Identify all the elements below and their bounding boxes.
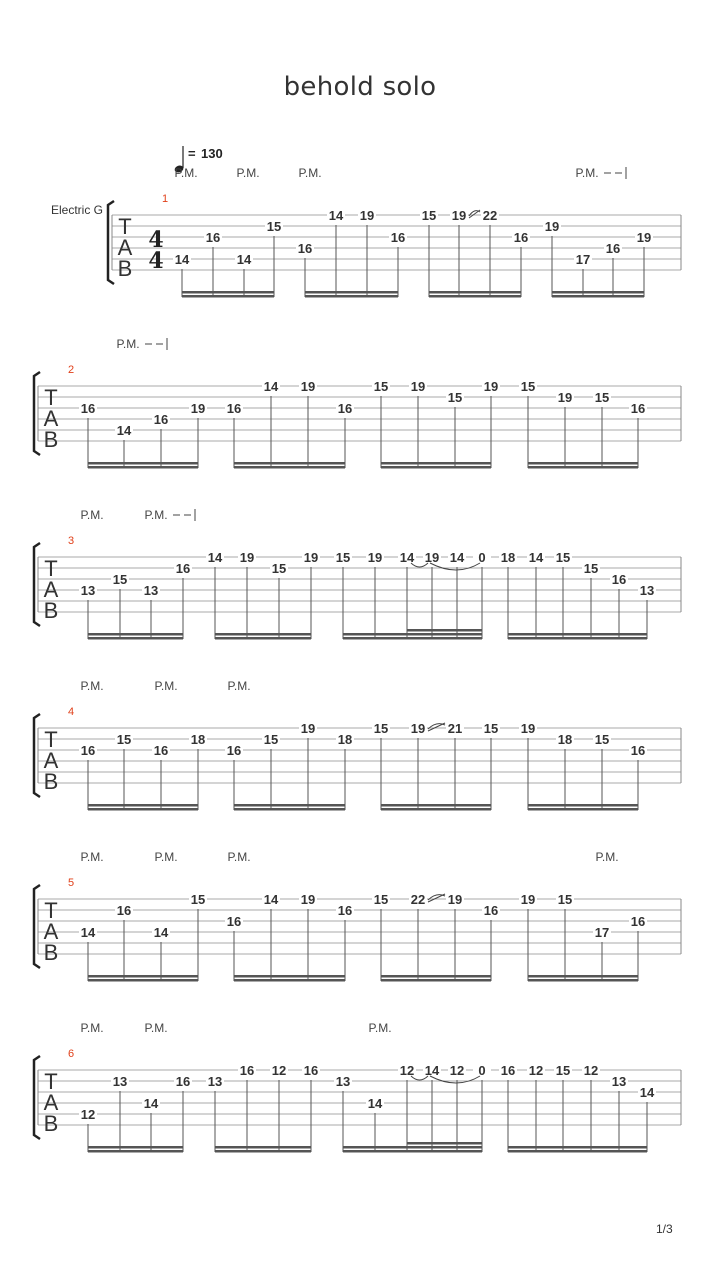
beam: [88, 1150, 183, 1153]
instrument-name: Electric G: [50, 203, 103, 217]
fret-number: 14: [449, 550, 465, 565]
fret-number: 16: [226, 743, 242, 758]
page-indicator[interactable]: 1/3: [656, 1222, 673, 1236]
fret-number: 16: [175, 1074, 191, 1089]
palm-mute-label: P.M.: [80, 1021, 104, 1035]
fret-number: 16: [483, 903, 499, 918]
fret-number: 15: [271, 561, 287, 576]
time-signature-top: 4: [148, 227, 164, 253]
beam: [343, 633, 482, 636]
fret-number: 18: [337, 732, 353, 747]
fret-number: 19: [300, 379, 316, 394]
palm-mute-label: P.M.: [227, 679, 251, 693]
fret-number: 16: [80, 743, 96, 758]
beam: [429, 291, 521, 294]
beam: [88, 633, 183, 636]
beam: [508, 1146, 647, 1149]
beam: [343, 1150, 482, 1153]
tab-clef-letter: A: [117, 235, 133, 260]
beam: [528, 979, 638, 982]
palm-mute-label: P.M.: [368, 1021, 392, 1035]
tab-clef-letter: T: [44, 898, 58, 923]
system-bracket: [108, 201, 114, 284]
fret-number: 16: [297, 241, 313, 256]
palm-mute-label: P.M.: [80, 679, 104, 693]
fret-number: 15: [116, 732, 132, 747]
fret-number: 15: [335, 550, 351, 565]
fret-number: 13: [639, 583, 655, 598]
beam: [381, 808, 491, 811]
beam: [381, 979, 491, 982]
palm-mute-label: P.M.: [154, 679, 178, 693]
fret-number: 16: [80, 401, 96, 416]
time-signature-bottom: 4: [148, 248, 164, 274]
fret-number: 19: [239, 550, 255, 565]
fret-number: 19: [447, 892, 463, 907]
tab-clef-letter: B: [43, 769, 59, 794]
beam: [234, 808, 345, 811]
fret-number: 16: [605, 241, 621, 256]
fret-number: 15: [447, 390, 463, 405]
fret-number: 16: [390, 230, 406, 245]
fret-number: 19: [410, 721, 426, 736]
fret-number: 18: [190, 732, 206, 747]
palm-mute-label: P.M.: [174, 166, 198, 180]
fret-number: 15: [373, 721, 389, 736]
system-bracket: [34, 885, 40, 968]
fret-number: 19: [359, 208, 375, 223]
song-title: behold solo: [283, 72, 437, 102]
fret-number: 19: [544, 219, 560, 234]
beam: [528, 466, 638, 469]
measure-number: 2: [67, 364, 75, 376]
fret-number: 15: [594, 390, 610, 405]
beam: [215, 1150, 311, 1153]
palm-mute-label: P.M.: [80, 850, 104, 864]
fret-number: 16: [611, 572, 627, 587]
fret-number: 16: [630, 743, 646, 758]
fret-number: 15: [373, 892, 389, 907]
fret-number: 19: [367, 550, 383, 565]
fret-number: 14: [207, 550, 223, 565]
beam: [234, 466, 345, 469]
fret-number: 19: [520, 721, 536, 736]
tab-clef-letter: T: [118, 214, 132, 239]
beam: [381, 804, 491, 807]
palm-mute-label: P.M.: [144, 508, 168, 522]
tab-clef-letter: A: [43, 919, 59, 944]
beam: [508, 637, 647, 640]
palm-mute-label: P.M.: [144, 1021, 168, 1035]
tempo-value: 130: [201, 146, 223, 161]
beam: [215, 633, 311, 636]
fret-number: 19: [636, 230, 652, 245]
palm-mute-label: P.M.: [575, 166, 599, 180]
fret-number: 15: [263, 732, 279, 747]
tab-clef-letter: A: [43, 1090, 59, 1115]
fret-number: 16: [226, 914, 242, 929]
fret-number: 13: [611, 1074, 627, 1089]
fret-number: 15: [520, 379, 536, 394]
fret-number: 12: [399, 1063, 415, 1078]
fret-number: 17: [594, 925, 610, 940]
fret-number: 16: [205, 230, 221, 245]
fret-number: 14: [143, 1096, 159, 1111]
palm-mute-label: P.M.: [227, 850, 251, 864]
fret-number: 15: [555, 1063, 571, 1078]
fret-number: 19: [424, 550, 440, 565]
beam-sixteenth: [407, 629, 482, 632]
fret-number: 15: [373, 379, 389, 394]
fret-number: 13: [143, 583, 159, 598]
fret-number: 19: [300, 892, 316, 907]
fret-number: 19: [483, 379, 499, 394]
fret-number: 16: [337, 903, 353, 918]
beam: [88, 979, 198, 982]
palm-mute-label: P.M.: [236, 166, 260, 180]
tab-clef-letter: A: [43, 406, 59, 431]
fret-number: 16: [513, 230, 529, 245]
tempo-equals: =: [188, 146, 196, 161]
beam: [508, 633, 647, 636]
beam: [381, 466, 491, 469]
palm-mute-label: P.M.: [80, 508, 104, 522]
tab-clef-letter: A: [43, 748, 59, 773]
beam: [508, 1150, 647, 1153]
tab-clef-letter: B: [117, 256, 133, 281]
tab-clef-letter: B: [43, 940, 59, 965]
fret-number: 19: [300, 721, 316, 736]
palm-mute-label: P.M.: [116, 337, 140, 351]
beam: [552, 291, 644, 294]
beam: [305, 291, 398, 294]
tab-clef-letter: B: [43, 427, 59, 452]
beam-sixteenth: [407, 1142, 482, 1145]
fret-number: 14: [263, 379, 279, 394]
fret-number: 12: [271, 1063, 287, 1078]
fret-number: 19: [303, 550, 319, 565]
fret-number: 14: [639, 1085, 655, 1100]
fret-number: 14: [263, 892, 279, 907]
system-bracket: [34, 372, 40, 455]
beam: [528, 804, 638, 807]
tab-clef-letter: T: [44, 556, 58, 581]
tab-clef-letter: T: [44, 1069, 58, 1094]
tab-clef-letter: T: [44, 727, 58, 752]
fret-number: 19: [190, 401, 206, 416]
measure-number: 1: [161, 193, 169, 205]
fret-number: 13: [112, 1074, 128, 1089]
beam: [234, 804, 345, 807]
fret-number: 22: [410, 892, 426, 907]
beam: [88, 466, 198, 469]
tab-clef-letter: B: [43, 1111, 59, 1136]
fret-number: 14: [153, 925, 169, 940]
beam: [305, 295, 398, 298]
fret-number: 15: [557, 892, 573, 907]
fret-number: 15: [594, 732, 610, 747]
beam: [215, 637, 311, 640]
beam: [88, 808, 198, 811]
fret-number: 15: [421, 208, 437, 223]
beam: [182, 295, 274, 298]
beam: [552, 295, 644, 298]
beam: [88, 975, 198, 978]
fret-number: 18: [557, 732, 573, 747]
fret-number: 15: [583, 561, 599, 576]
beam: [215, 1146, 311, 1149]
system-bracket: [34, 714, 40, 797]
fret-number: 14: [328, 208, 344, 223]
beam: [429, 295, 521, 298]
fret-number: 22: [482, 208, 498, 223]
measure-number: 4: [67, 706, 75, 718]
measure-number: 3: [67, 535, 75, 547]
tab-clef-letter: T: [44, 385, 58, 410]
system-bracket: [34, 543, 40, 626]
fret-number: 16: [175, 561, 191, 576]
fret-number: 18: [500, 550, 516, 565]
fret-number: 19: [557, 390, 573, 405]
fret-number: 14: [528, 550, 544, 565]
beam: [234, 979, 345, 982]
fret-number: 13: [207, 1074, 223, 1089]
fret-number: 16: [337, 401, 353, 416]
fret-number: 16: [226, 401, 242, 416]
fret-number: 14: [424, 1063, 440, 1078]
beam: [182, 291, 274, 294]
fret-number: 14: [80, 925, 96, 940]
fret-number: 19: [410, 379, 426, 394]
beam: [234, 975, 345, 978]
fret-number: 19: [520, 892, 536, 907]
fret-number: 17: [575, 252, 591, 267]
fret-number: 15: [266, 219, 282, 234]
fret-number: 14: [367, 1096, 383, 1111]
fret-number: 0: [478, 1063, 486, 1078]
palm-mute-label: P.M.: [298, 166, 322, 180]
fret-number: 16: [630, 914, 646, 929]
fret-number: 21: [447, 721, 463, 736]
fret-number: 16: [153, 743, 169, 758]
fret-number: 14: [236, 252, 252, 267]
system-bracket: [34, 1056, 40, 1139]
beam: [88, 1146, 183, 1149]
fret-number: 13: [80, 583, 96, 598]
fret-number: 16: [153, 412, 169, 427]
beam: [528, 975, 638, 978]
beam: [528, 462, 638, 465]
measure-number: 5: [67, 877, 75, 889]
measure-number: 6: [67, 1048, 75, 1060]
fret-number: 16: [239, 1063, 255, 1078]
fret-number: 14: [399, 550, 415, 565]
beam: [88, 637, 183, 640]
fret-number: 16: [500, 1063, 516, 1078]
fret-number: 12: [528, 1063, 544, 1078]
fret-number: 16: [630, 401, 646, 416]
beam: [528, 808, 638, 811]
beam: [343, 637, 482, 640]
beam: [88, 804, 198, 807]
fret-number: 0: [478, 550, 486, 565]
fret-number: 14: [116, 423, 132, 438]
beam: [88, 462, 198, 465]
fret-number: 12: [80, 1107, 96, 1122]
fret-number: 12: [583, 1063, 599, 1078]
fret-number: 13: [335, 1074, 351, 1089]
palm-mute-label: P.M.: [154, 850, 178, 864]
beam: [381, 462, 491, 465]
palm-mute-label: P.M.: [595, 850, 619, 864]
fret-number: 19: [451, 208, 467, 223]
beam: [343, 1146, 482, 1149]
tab-clef-letter: B: [43, 598, 59, 623]
fret-number: 15: [112, 572, 128, 587]
beam: [381, 975, 491, 978]
fret-number: 15: [555, 550, 571, 565]
fret-number: 16: [303, 1063, 319, 1078]
beam: [234, 462, 345, 465]
fret-number: 14: [174, 252, 190, 267]
tab-clef-letter: A: [43, 577, 59, 602]
fret-number: 15: [483, 721, 499, 736]
fret-number: 16: [116, 903, 132, 918]
fret-number: 12: [449, 1063, 465, 1078]
fret-number: 15: [190, 892, 206, 907]
